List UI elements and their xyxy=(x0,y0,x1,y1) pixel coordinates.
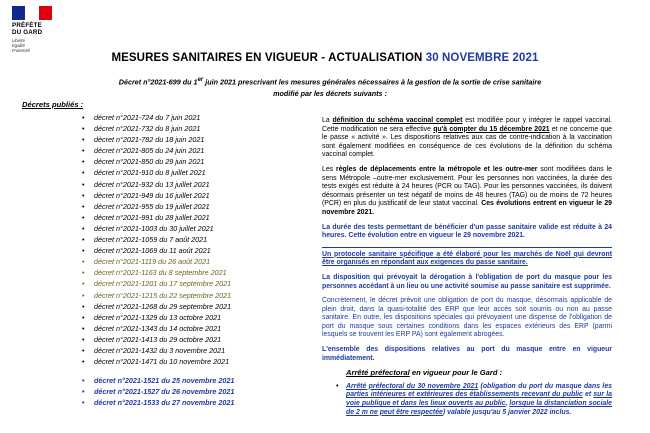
p2-b: règles de déplacements entre la métropole et les outre-mer xyxy=(336,165,538,173)
decree-line-1-prefix: Décret n°2021-699 du 1 xyxy=(118,77,198,87)
paragraph-entree-vigueur: L'ensemble des dispositions relatives au port du masque entre en vigueur immédiatement. xyxy=(322,346,612,362)
measures-column xyxy=(322,117,612,417)
decret-list-item[interactable]: • décret n°2021-1432 du 3 novembre 2021 xyxy=(22,345,302,356)
title-main: MESURES SANITAIRES EN VIGUEUR - ACTUALISATION xyxy=(111,52,423,64)
decret-list-item[interactable]: • décret n°2021-1215 du 22 septembre 2021 xyxy=(22,290,302,301)
decret-list-item[interactable]: • décret n°2021-949 du 16 juillet 2021 xyxy=(22,190,302,201)
flag-red-stripe xyxy=(39,6,52,20)
decret-list-item[interactable]: • décret n°2021-1533 du 27 novembre 2021 xyxy=(22,397,302,408)
decret-list-item[interactable]: • décret n°2021-910 du 8 juillet 2021 xyxy=(22,167,302,178)
decret-list-item[interactable]: • décret n°2021-805 du 24 juin 2021 xyxy=(22,145,302,156)
paragraph-marches-noel: Un protocole sanitaire spécifique a été élaboré pour les marchés de Noël qui devront être organisés en répondant aux exigences du passe sanitaire. xyxy=(322,250,612,267)
paragraph-derogation-masque: La disposition qui prévoyait la dérogation à l'obligation de port du masque pour les personnes accédant à un lieu ou une activité soumise au passe sanitaire est supprimée. xyxy=(322,273,612,290)
paragraph-duree-tests: La durée des tests permettant de bénéficier d'un passe sanitaire valide est réduite à 24 heures. Cette évolution entre en vigueur le 29 novembre 2021. xyxy=(322,223,612,240)
decret-list-item[interactable]: • décret n°2021-782 du 18 juin 2021 xyxy=(22,134,302,145)
logo-line-2: DU GARD xyxy=(12,29,43,36)
paragraph-schema-vaccinal xyxy=(322,117,612,160)
decret-list-item[interactable]: • décret n°2021-1163 du 8 septembre 2021 xyxy=(22,267,302,278)
motto-fraternite: Fraternité xyxy=(12,48,30,53)
decret-list-item[interactable]: • décret n°2021-1059 du 7 août 2021 xyxy=(22,234,302,245)
arrete-c: parties intérieures et extérieures des établissements recevant du public xyxy=(346,391,583,399)
decrets-list xyxy=(22,112,302,408)
arrete-f: , xyxy=(505,400,510,408)
decret-list-item[interactable]: • décret n°2021-932 du 13 juillet 2021 xyxy=(22,179,302,190)
p1-c: est modifiée pour y intégrer le rappel vaccinal. Cette modification ne sera effective xyxy=(322,117,612,133)
arrete-heading xyxy=(346,369,612,378)
arrete-b: (obligation du port du masque dans les xyxy=(478,382,612,390)
divider-1 xyxy=(322,247,612,248)
paragraph-deplacements xyxy=(322,166,612,218)
title-date: 30 NOVEMBRE 2021 xyxy=(425,52,539,64)
p1-e: et ne concerne que le passe « activité ». Les dispositions relatives aux cas de contre-indication à la vaccination sont également modifiées en conséquence de ces évolutions de la définition du schéma vaccinal complet. xyxy=(322,125,612,159)
arrete-heading-rest: en vigueur pour le Gard : xyxy=(409,368,503,378)
arrete-item xyxy=(322,383,612,417)
decret-list-item[interactable]: • décret n°2021-850 du 29 juin 2021 xyxy=(22,156,302,167)
p2-c: sont modifiées dans le sens Métropole –outre-mer exclusivement. Pour les personnes non vaccinées, la durée des tests exigés est réduite à 24 heures (PCR ou TAG). Pour les personnes vaccinées, ils doivent désormais présenter un test négatif de moins de 48 heures (TAG) ou de moins de 72 heures (PCR) en plus du justificatif de leur statut vaccinal. xyxy=(322,165,613,208)
decret-list-item[interactable]: • décret n°2021-1069 du 11 août 2021 xyxy=(22,245,302,256)
logo-motto xyxy=(12,38,82,53)
flag-blue-stripe xyxy=(12,6,25,20)
decret-list-item[interactable]: • décret n°2021-955 du 19 juillet 2021 xyxy=(22,201,302,212)
p1-b: définition du schéma vaccinal complet xyxy=(332,117,463,124)
decret-list-item[interactable]: • décret n°2021-991 du 28 juillet 2021 xyxy=(22,212,302,223)
decrets-publies-section xyxy=(22,100,302,408)
decrets-publies-heading: Décrets publiés : xyxy=(22,100,84,109)
decret-list-item[interactable]: • décret n°2021-1413 du 29 octobre 2021 xyxy=(22,334,302,345)
page-title xyxy=(0,52,650,64)
decret-list-item[interactable]: • décret n°2021-1527 du 26 novembre 2021 xyxy=(22,386,302,397)
decree-line-1-sup: er xyxy=(197,77,204,83)
decret-list-item[interactable]: • décret n°2021-1119 du 26 août 2021 xyxy=(22,256,302,267)
motto-egalite: Égalité xyxy=(12,43,25,48)
marianne-flag-icon xyxy=(12,6,52,20)
arrete-g: lorsque la distanciation sociale de 2 m ne peut être respectée xyxy=(346,400,612,416)
arrete-e: sur la voie publique et dans les lieux ouverts au public xyxy=(346,391,612,408)
decree-line-1-suffix: juin 2021 prescrivant les mesures générales nécessaires à la gestion de la sortie de crise sanitaire xyxy=(203,77,542,87)
decret-list-item[interactable]: • décret n°2021-1201 du 17 septembre 2021 xyxy=(22,278,302,289)
decret-list-item[interactable]: • décret n°2021-1329 du 13 octobre 2021 xyxy=(22,312,302,323)
decret-list-item[interactable]: • décret n°2021-1003 du 30 juillet 2021 xyxy=(22,223,302,234)
decret-list-item[interactable]: • décret n°2021-724 du 7 juin 2021 xyxy=(22,112,302,123)
logo-line-1: PRÉFÈTE xyxy=(12,22,42,29)
decret-list-item[interactable]: • décret n°2021-1471 du 10 novembre 2021 xyxy=(22,356,302,367)
p2-d: Ces évolutions entrent en vigueur le 29 novembre 2021. xyxy=(322,200,612,216)
arrete-a[interactable]: Arrêté préfectoral du 30 novembre 2021 xyxy=(346,382,479,390)
decree-intro xyxy=(60,74,600,100)
decret-list-item[interactable]: • décret n°2021-1268 du 29 septembre 2021 xyxy=(22,301,302,312)
motto-liberte: Liberté xyxy=(12,38,25,43)
flag-white-stripe xyxy=(25,6,38,20)
arrete-heading-underlined: Arrêté préfectoral xyxy=(346,368,410,378)
decret-list-item[interactable]: • décret n°2021-1521 du 25 novembre 2021 xyxy=(22,375,302,386)
decret-list-item[interactable]: • décret n°2021-732 du 8 juin 2021 xyxy=(22,123,302,134)
prefecture-logo xyxy=(12,6,82,53)
decree-line-1 xyxy=(60,74,600,88)
decret-list-item[interactable]: • décret n°2021-1343 du 14 octobre 2021 xyxy=(22,323,302,334)
arrete-h: ) valable jusqu'au 5 janvier 2022 inclus. xyxy=(442,408,572,416)
paragraph-concretement: Concrètement, le décret prévoit une obligation de port du masque, désormais applicable de plein droit, dans la quasi-totalité des ERP que leur accès soit soumis ou non au passe sanitaire. En outre, les dispositions spéciales qui prévoyaient une dispense de l'obligation de port du masque sous certaines conditions dans les espaces extérieurs des ERP (parmi lesquels se trouvent les ERP PA) sont également abrogées. xyxy=(322,297,612,339)
p1-a: La xyxy=(322,117,333,124)
arrete-d: et xyxy=(582,391,594,399)
p2-a: Les xyxy=(322,165,337,173)
p1-d: qu'à compter du 15 décembre 2021 xyxy=(433,125,550,133)
decree-line-2: modifié par les décrets suivants : xyxy=(273,89,387,99)
